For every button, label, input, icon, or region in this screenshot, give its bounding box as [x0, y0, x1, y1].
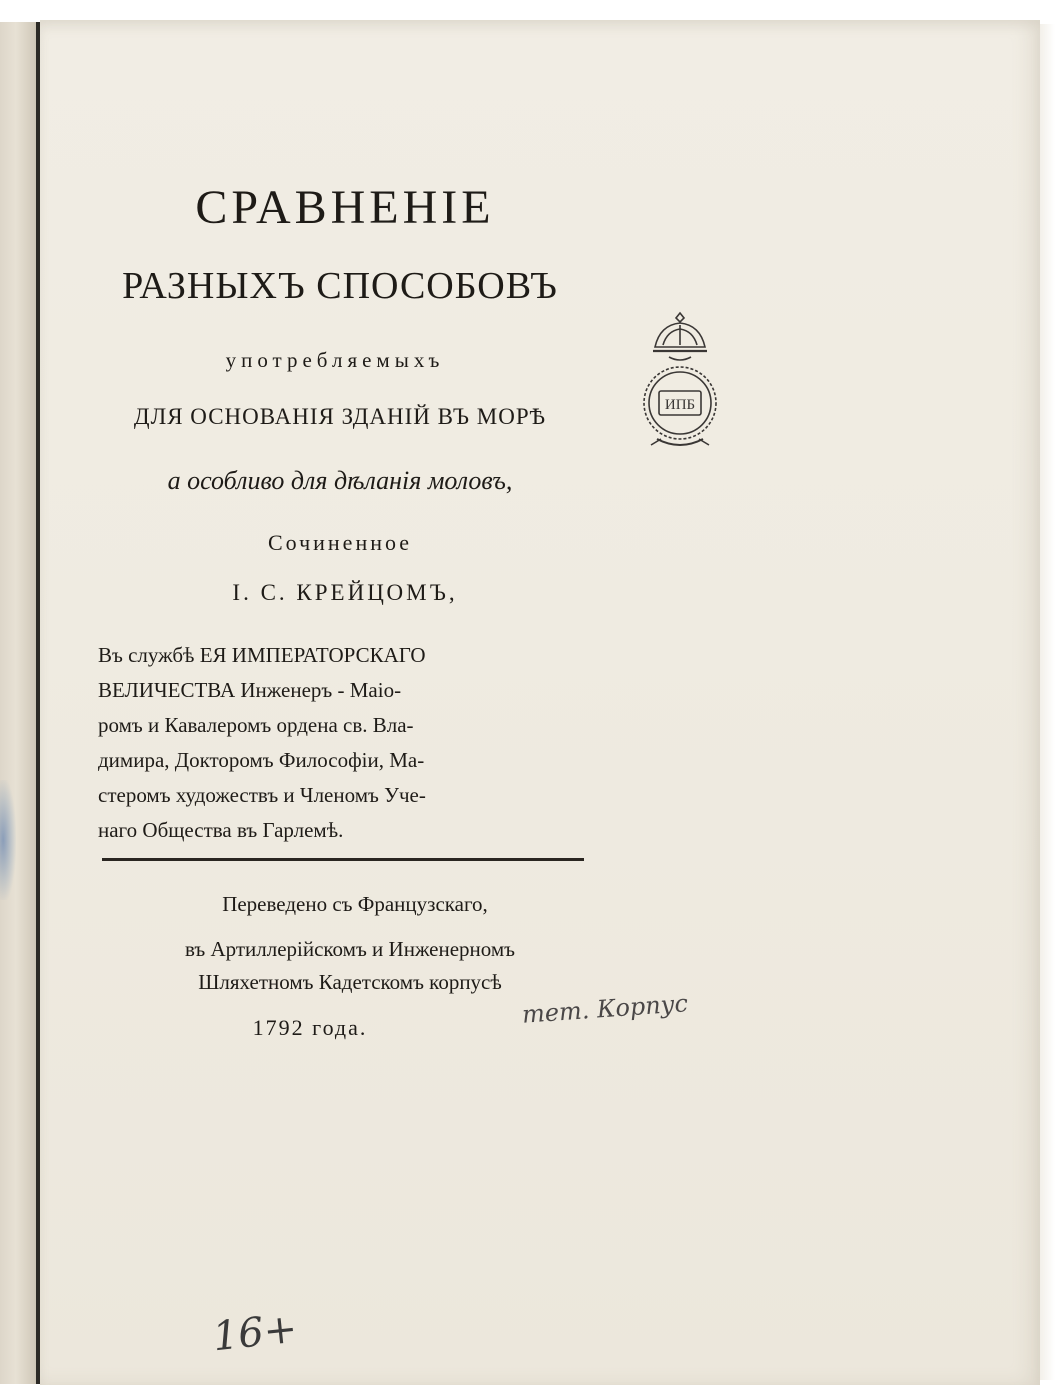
book-edge: [0, 22, 40, 1384]
publication-year: 1792 года.: [252, 1015, 368, 1040]
author-name: І. С. КРЕЙЦОМЪ,: [232, 580, 458, 605]
subtitle-line-2: ДЛЯ ОСНОВАНІЯ ЗДАНІЙ ВЪ МОРѢ: [133, 404, 547, 429]
handwritten-note: тет. Корпус: [521, 989, 689, 1029]
page-spine: [36, 22, 40, 1384]
translation-note-line-2: въ Артиллерійскомъ и Инженерномъ: [184, 937, 516, 961]
description-line: димира, Докторомъ Философіи, Ма-: [98, 748, 425, 772]
subtitle-line-1: употребляемыхъ: [225, 348, 445, 372]
title-line-1: СРАВНЕНІЕ: [195, 181, 495, 234]
ink-smudge: [0, 780, 16, 900]
description-line: Въ службѣ ЕЯ ИМПЕРАТОРСКАГО: [98, 643, 426, 667]
stamp-lettering: ИПБ: [664, 397, 696, 413]
translation-note-line-3: Шляхетномъ Кадетскомъ корпусѣ: [198, 970, 502, 994]
title-line-2: РАЗНЫХЪ СПОСОБОВЪ: [122, 265, 558, 307]
authored-by-label: Сочиненное: [267, 530, 413, 555]
library-stamp: [625, 305, 735, 465]
description-line: ВЕЛИЧЕСТВА Инженеръ - Маіо-: [98, 678, 402, 702]
translation-note-line-1: Переведено съ Французскаго,: [222, 892, 488, 916]
divider-rule: [102, 858, 584, 861]
title-page: [40, 20, 1040, 1385]
author-description: [98, 638, 608, 848]
subtitle-line-3: а особливо для дѣланія моловъ,: [167, 466, 513, 495]
description-line: ромъ и Кавалеромъ ордена св. Вла-: [98, 713, 414, 737]
description-line: стеромъ художествъ и Членомъ Уче-: [98, 783, 426, 807]
description-line: наго Общества въ Гарлемѣ.: [98, 818, 344, 842]
handwritten-number: 16+: [210, 1305, 300, 1361]
